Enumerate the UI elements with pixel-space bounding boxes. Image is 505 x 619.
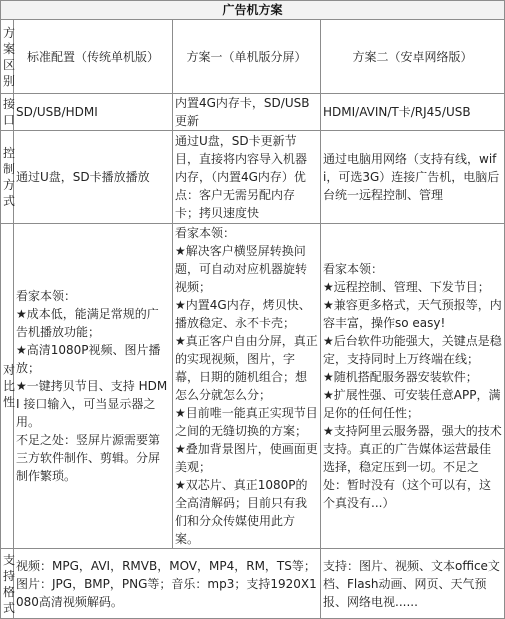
row-label-char: 口 bbox=[3, 113, 16, 127]
row-label-char: 方 bbox=[3, 178, 16, 192]
row-label-control bbox=[1, 131, 14, 224]
compare-plan1-line: ★解决客户横竖屏转换问题，可自动对应机器旋转视频； bbox=[175, 244, 308, 294]
compare-plan2-line: ★后台软件功能强大，关键点是稳定，支持同时上万终端在线； bbox=[323, 334, 502, 366]
compare-plan1-line: ★真正客户自由分屏，真正的实现视频，图片，字幕，日期的随机组合；想怎么分就怎么分； bbox=[175, 334, 318, 402]
compare-plan1-line: ★双芯片、真正1080P的全高清解码；目前只有我们和分众传媒使用此方案。 bbox=[175, 478, 308, 546]
interface-row bbox=[1, 94, 505, 131]
interface-standard: SD/USB/HDMI bbox=[14, 94, 173, 131]
compare-plan1-line: ★内置4G内存，烤贝快、播放稳定、永不卡壳； bbox=[175, 298, 311, 330]
compare-plan2-line: ★远程控制、管理、下发节目； bbox=[323, 280, 490, 294]
compare-standard-line: 不足之处：竖屏片源需要第三方软件制作、剪辑。分屏制作繁琐。 bbox=[16, 433, 161, 483]
row-label-plan-diff bbox=[1, 20, 14, 94]
header-row bbox=[1, 20, 505, 94]
compare-row bbox=[1, 224, 505, 549]
compare-plan2-line: ★扩展性强、可安装任意APP，满足你的任何任性； bbox=[323, 388, 501, 420]
compare-standard bbox=[14, 224, 173, 549]
compare-standard-line: 看家本领： bbox=[16, 289, 77, 303]
row-label-formats bbox=[1, 549, 14, 619]
row-label-char: 方 bbox=[3, 25, 16, 40]
control-plan1: 通过U盘，SD卡更新节目，直接将内容导入机器内存，（内置4G内存）优点：客户无需另配内存卡；拷贝速度快 bbox=[173, 131, 321, 224]
row-label-char: 别 bbox=[3, 73, 16, 88]
row-label-char: 持 bbox=[3, 568, 16, 583]
row-label-char: 支 bbox=[3, 552, 16, 567]
row-label-char: 案 bbox=[3, 41, 16, 56]
compare-plan1-line: ★目前唯一能真正实现节目之间的无缝切换的方案； bbox=[175, 406, 318, 438]
row-label-char: 接 bbox=[3, 97, 16, 111]
compare-plan2-line: ★兼容更多格式，天气预报等，内容丰富，操作so easy! bbox=[323, 298, 502, 330]
row-label-char: 制 bbox=[3, 162, 16, 176]
header-plan2: 方案二（安卓网络版） bbox=[321, 20, 505, 94]
formats-plan2: 支持：图片、视频、文本office文档、Flash动画、网页、天气预报、网络电视...... bbox=[321, 549, 505, 619]
row-label-char: 比 bbox=[3, 379, 16, 393]
control-row bbox=[1, 131, 505, 224]
row-label-char: 性 bbox=[3, 395, 16, 409]
title-row bbox=[1, 1, 505, 20]
formats-row bbox=[1, 549, 505, 619]
compare-plan1-line: 看家本领： bbox=[175, 226, 236, 240]
row-label-interface bbox=[1, 94, 14, 131]
compare-plan1 bbox=[173, 224, 321, 549]
row-label-compare bbox=[1, 224, 14, 549]
row-label-char: 式 bbox=[3, 600, 16, 615]
compare-plan2 bbox=[321, 224, 505, 549]
compare-plan2-line: ★支持阿里云服务器，强大的技术支持。真正的广告媒体运营最佳选择，稳定压到一切。不足之处：暂时没有（这个可以有，这个真没有...） bbox=[323, 424, 502, 510]
compare-plan1-line: ★叠加背景图片，使画面更美观； bbox=[175, 442, 318, 474]
interface-plan2: HDMI/AVIN/T卡/RJ45/USB bbox=[321, 94, 505, 131]
row-label-char: 式 bbox=[3, 194, 16, 208]
header-standard: 标准配置（传统单机版） bbox=[14, 20, 173, 94]
header-plan1: 方案一（单机版分屏） bbox=[173, 20, 321, 94]
compare-standard-line: ★一键拷贝节目、支持 HDMI 接口输入，可当显示器之用。 bbox=[16, 379, 168, 429]
control-standard: 通过U盘，SD卡播放播放 bbox=[14, 131, 173, 224]
compare-plan2-line: ★随机搭配服务器安装软件； bbox=[323, 370, 478, 384]
control-plan2: 通过电脑用网络（支持有线，wifi，可选3G）连接广告机，电脑后台统一远程控制、管理 bbox=[321, 131, 505, 224]
row-label-char: 控 bbox=[3, 146, 16, 160]
row-label-char: 格 bbox=[3, 584, 16, 599]
compare-standard-line: ★高清1080P视频、图片播放； bbox=[16, 343, 161, 375]
table-title: 广告机方案 bbox=[1, 1, 505, 20]
interface-plan1: 内置4G内存卡，SD/USB更新 bbox=[173, 94, 321, 131]
formats-standard-plan1: 视频：MPG，AVI，RMVB，MOV，MP4，RM，TS等；图片：JPG，BMP，PNG等；音乐：mp3；支持1920X1080高清视频解码。 bbox=[14, 549, 321, 619]
compare-plan2-line: 看家本领： bbox=[323, 262, 384, 276]
row-label-char: 区 bbox=[3, 57, 16, 72]
row-label-char: 对 bbox=[3, 363, 16, 377]
compare-standard-line: ★成本低，能满足常规的广告机播放功能； bbox=[16, 307, 159, 339]
